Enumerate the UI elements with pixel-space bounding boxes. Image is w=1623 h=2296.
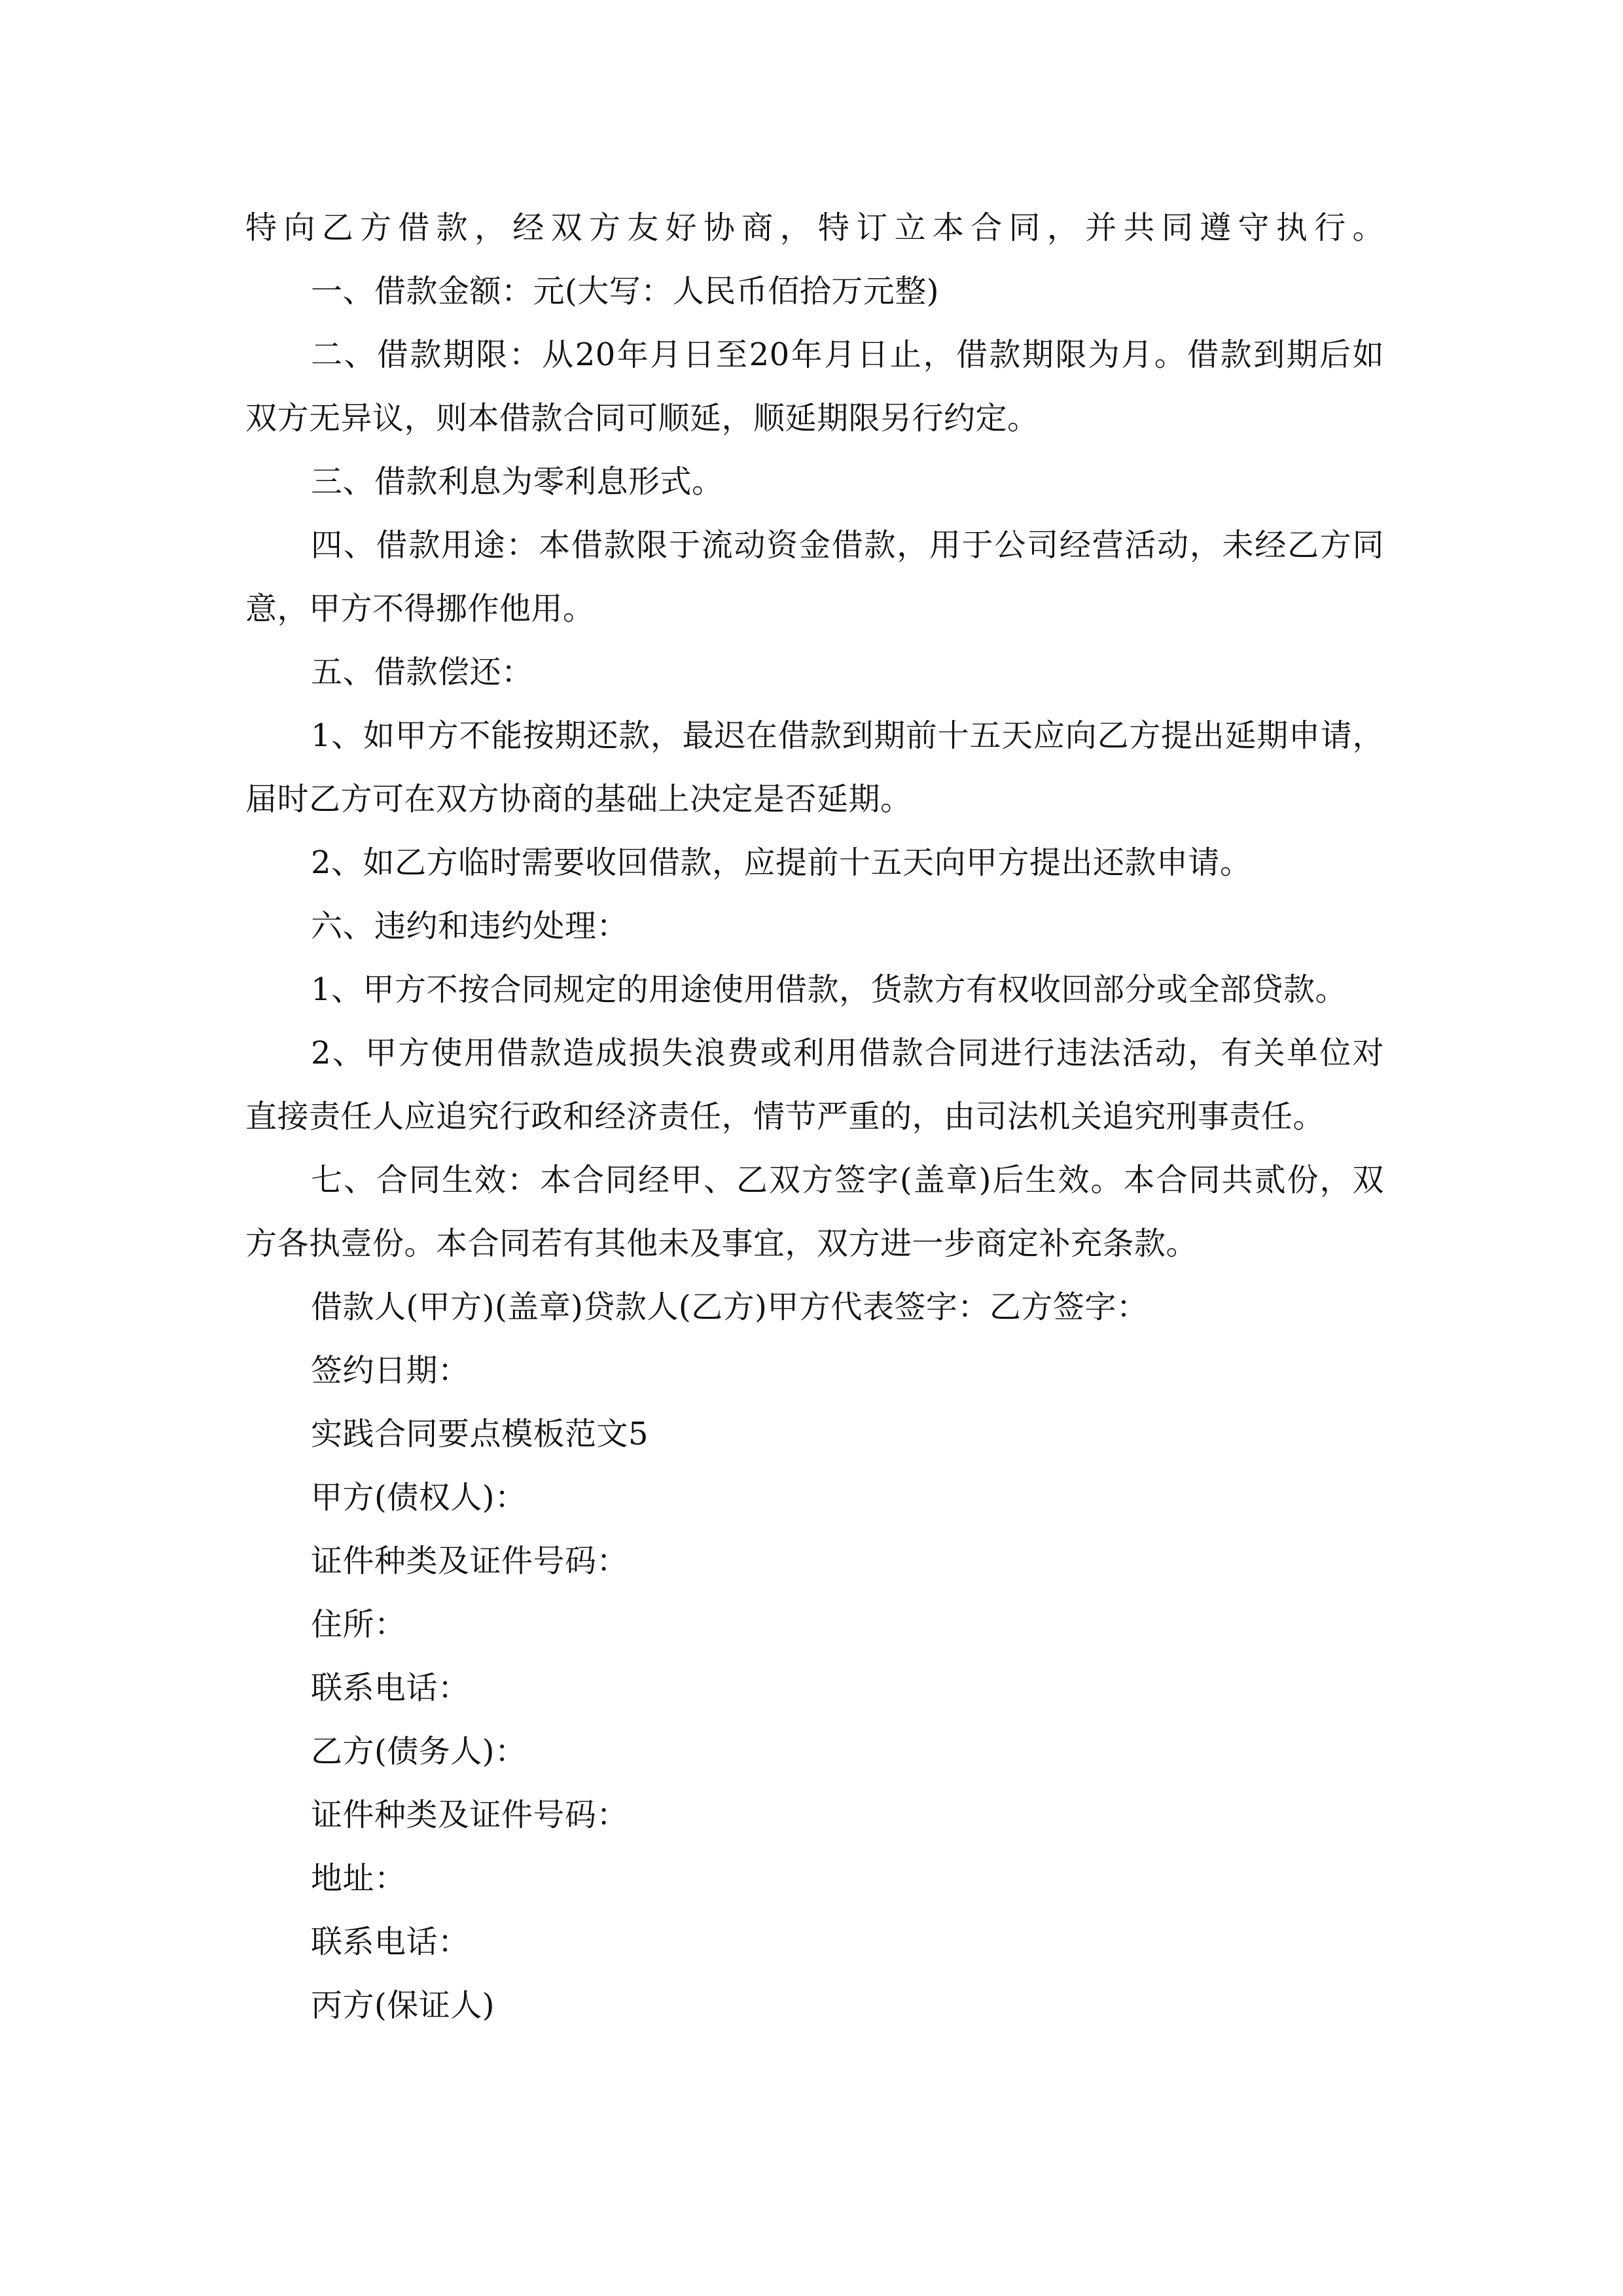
party-b-label: 乙方(债务人)： [311, 1733, 527, 1770]
repayment-item-1-cont: 届时乙方可在双方协商的基础上决定是否延期。 [245, 781, 912, 817]
document-body [245, 196, 1384, 2037]
breach-item-2: 2、甲方使用借款造成损失浪费或利用借款合同进行违法活动，有关单位对 [311, 1035, 1384, 1071]
clause-effectiveness-cont: 方各执壹份。本合同若有其他未及事宜，双方进一步商定补充条款。 [245, 1225, 1198, 1262]
clause-loan-term-cont: 双方无异议，则本借款合同可顺延，顺延期限另行约定。 [245, 400, 1039, 437]
clause-loan-interest: 三、借款利息为零利息形式。 [311, 463, 724, 500]
repayment-item-1: 1、如甲方不能按期还款，最迟在借款到期前十五天应向乙方提出延期申请， [311, 717, 1384, 754]
party-c-label: 丙方(保证人) [311, 1987, 495, 2024]
clause-effectiveness: 七、合同生效：本合同经甲、乙双方签字(盖章)后生效。本合同共贰份，双 [311, 1162, 1384, 1198]
repayment-item-2: 2、如乙方临时需要收回借款，应提前十五天向甲方提出还款申请。 [311, 844, 1252, 881]
breach-item-2-cont: 直接责任人应追究行政和经济责任，情节严重的，由司法机关追究刑事责任。 [245, 1098, 1325, 1135]
party-a-residence-label: 住所： [311, 1606, 406, 1643]
template-title: 实践合同要点模板范文5 [311, 1416, 649, 1452]
party-a-phone-label: 联系电话： [311, 1670, 470, 1706]
party-b-address-label: 地址： [311, 1860, 406, 1897]
party-b-phone-label: 联系电话： [311, 1924, 470, 1960]
signing-date: 签约日期： [311, 1352, 470, 1389]
party-b-id-label: 证件种类及证件号码： [311, 1797, 629, 1833]
party-a-id-label: 证件种类及证件号码： [311, 1543, 629, 1579]
clause-loan-amount: 一、借款金额：元(大写：人民币佰拾万元整) [311, 273, 939, 310]
clause-repayment-heading: 五、借款偿还： [311, 654, 533, 691]
clause-loan-purpose: 四、借款用途：本借款限于流动资金借款，用于公司经营活动，未经乙方同 [311, 527, 1384, 564]
paragraph-line: 特向乙方借款，经双方友好协商，特订立本合同，并共同遵守执行。 [245, 209, 1384, 246]
clause-breach-heading: 六、违约和违约处理： [311, 908, 629, 944]
clause-loan-purpose-cont: 意，甲方不得挪作他用。 [245, 590, 595, 627]
party-a-label: 甲方(债权人)： [311, 1479, 527, 1516]
signature-line: 借款人(甲方)(盖章)贷款人(乙方)甲方代表签字：乙方签字： [311, 1289, 1149, 1325]
clause-loan-term: 二、借款期限：从20年月日至20年月日止，借款期限为月。借款到期后如 [311, 336, 1384, 373]
breach-item-1: 1、甲方不按合同规定的用途使用借款，货款方有权收回部分或全部贷款。 [311, 971, 1347, 1008]
